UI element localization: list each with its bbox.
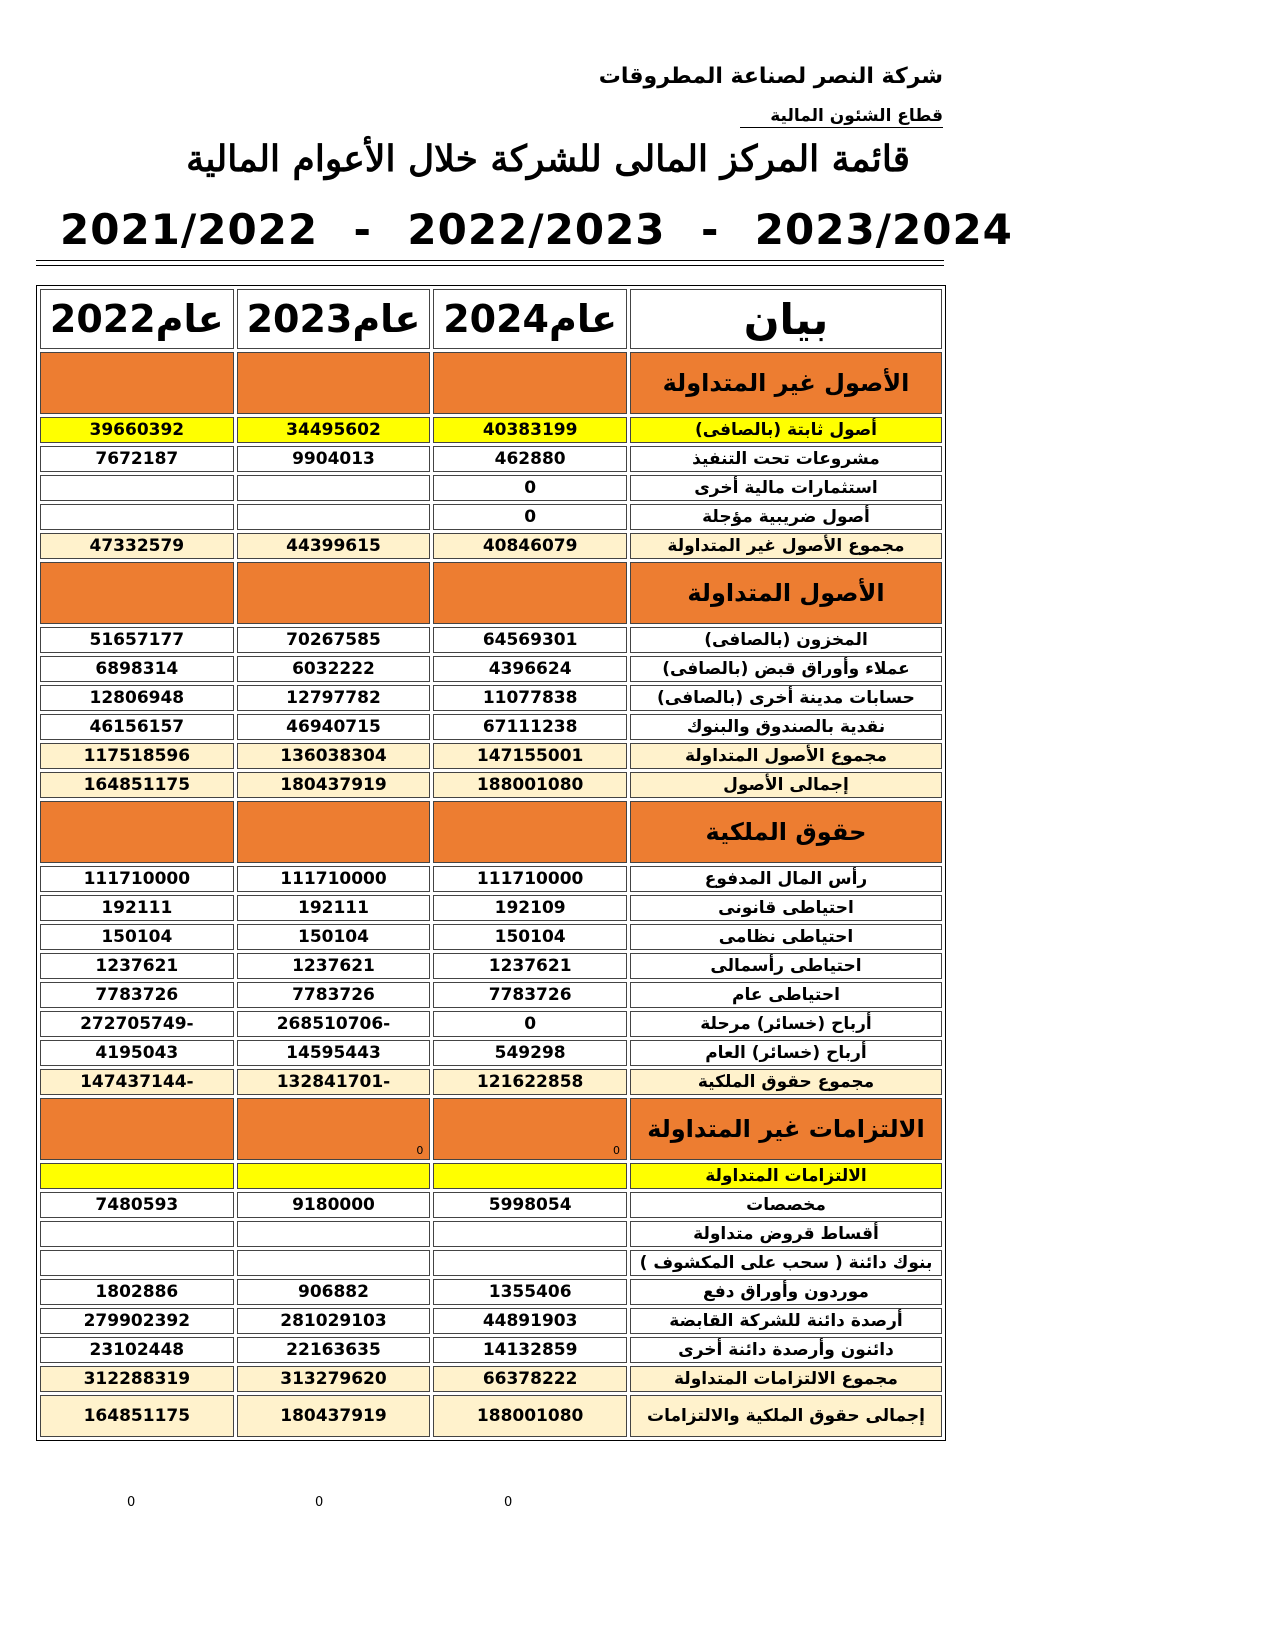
table-row [40, 1308, 942, 1334]
cell-2022: 12806948 [40, 685, 234, 711]
cell-item-label: حقوق الملكية [630, 801, 942, 863]
cell-2022: 46156157 [40, 714, 234, 740]
table-row [40, 982, 942, 1008]
cell-2023 [237, 562, 431, 624]
cell-2022: 111710000 [40, 866, 234, 892]
cell-2024: 5998054 [433, 1192, 627, 1218]
cell-item-label: رأس المال المدفوع [630, 866, 942, 892]
cell-2023: 150104 [237, 924, 431, 950]
company-name: شركة النصر لصناعة المطروقات [598, 64, 943, 89]
cell-item-label: مخصصات [630, 1192, 942, 1218]
cell-2022 [40, 1250, 234, 1276]
footer-zero-2024: 0 [504, 1495, 513, 1510]
cell-2022: 147437144- [40, 1069, 234, 1095]
cell-2024 [433, 801, 627, 863]
cell-item-label: دائنون وأرصدة دائنة أخرى [630, 1337, 942, 1363]
cell-2023 [237, 1163, 431, 1189]
table-row [40, 1395, 942, 1437]
cell-2024: 1237621 [433, 953, 627, 979]
cell-item-label: مجموع الأصول المتداولة [630, 743, 942, 769]
cell-2022: 1237621 [40, 953, 234, 979]
cell-2023: 180437919 [237, 1395, 431, 1437]
cell-2024: 462880 [433, 446, 627, 472]
table-row [40, 685, 942, 711]
cell-2024: 0 [433, 504, 627, 530]
cell-2022: 23102448 [40, 1337, 234, 1363]
cell-2024: 14132859 [433, 1337, 627, 1363]
cell-2022: 7783726 [40, 982, 234, 1008]
cell-2023: 44399615 [237, 533, 431, 559]
table-row [40, 533, 942, 559]
footer-zero-2023: 0 [315, 1495, 324, 1510]
cell-2022: 279902392 [40, 1308, 234, 1334]
cell-2023 [237, 475, 431, 501]
cell-item-label: احتياطى رأسمالى [630, 953, 942, 979]
cell-2022: 51657177 [40, 627, 234, 653]
cell-2023: 1237621 [237, 953, 431, 979]
cell-2024: 121622858 [433, 1069, 627, 1095]
cell-2024 [433, 352, 627, 414]
section-row [40, 352, 942, 414]
cell-2024: 549298 [433, 1040, 627, 1066]
cell-2022 [40, 1098, 234, 1160]
table-row [40, 714, 942, 740]
cell-2023: 313279620 [237, 1366, 431, 1392]
cell-item-label: إجمالى حقوق الملكية والالتزامات [630, 1395, 942, 1437]
cell-item-label: احتياطى نظامى [630, 924, 942, 950]
cell-item-label: مجموع الالتزامات المتداولة [630, 1366, 942, 1392]
table-row [40, 627, 942, 653]
year-separator: - [353, 205, 372, 254]
table-row [40, 1221, 942, 1247]
cell-2023 [237, 352, 431, 414]
fiscal-years-line [60, 205, 1013, 254]
cell-item-label: استثمارات مالية أخرى [630, 475, 942, 501]
cell-2023: 906882 [237, 1279, 431, 1305]
cell-2023: 46940715 [237, 714, 431, 740]
statement-title: قائمة المركز المالى للشركة خلال الأعوام المالية [186, 138, 910, 180]
cell-item-label: الالتزامات غير المتداولة [630, 1098, 942, 1160]
section-row [40, 562, 942, 624]
cell-item-label: أرباح (خسائر) العام [630, 1040, 942, 1066]
cell-2022 [40, 352, 234, 414]
cell-2024 [433, 562, 627, 624]
cell-2023 [237, 1098, 431, 1160]
cell-item-label: مشروعات تحت التنفيذ [630, 446, 942, 472]
section-row [40, 1098, 942, 1160]
cell-2022: 4195043 [40, 1040, 234, 1066]
cell-2023: 136038304 [237, 743, 431, 769]
cell-2024 [433, 1250, 627, 1276]
table-row [40, 446, 942, 472]
cell-2024: 188001080 [433, 1395, 627, 1437]
cell-2024: 147155001 [433, 743, 627, 769]
cell-2024: 0 [433, 1011, 627, 1037]
cell-item-label: حسابات مدينة أخرى (بالصافى) [630, 685, 942, 711]
cell-item-label: مجموع الأصول غير المتداولة [630, 533, 942, 559]
section-row [40, 801, 942, 863]
cell-item-label: إجمالى الأصول [630, 772, 942, 798]
table-row [40, 1337, 942, 1363]
cell-2023: 9180000 [237, 1192, 431, 1218]
cell-2022 [40, 562, 234, 624]
cell-2022 [40, 504, 234, 530]
table-row [40, 1192, 942, 1218]
cell-2024: 0 [433, 475, 627, 501]
cell-item-label: مجموع حقوق الملكية [630, 1069, 942, 1095]
cell-2024: 188001080 [433, 772, 627, 798]
cell-2024 [433, 1221, 627, 1247]
cell-item-label: الالتزامات المتداولة [630, 1163, 942, 1189]
cell-2023: 14595443 [237, 1040, 431, 1066]
cell-2022: 164851175 [40, 772, 234, 798]
table-row [40, 924, 942, 950]
cell-2022: 7480593 [40, 1192, 234, 1218]
cell-item-label: الأصول المتداولة [630, 562, 942, 624]
cell-item-label: موردون وأوراق دفع [630, 1279, 942, 1305]
cell-2023 [237, 1250, 431, 1276]
cell-item-label: احتياطى قانونى [630, 895, 942, 921]
table-row [40, 1366, 942, 1392]
cell-2024: 7783726 [433, 982, 627, 1008]
cell-2022: 47332579 [40, 533, 234, 559]
cell-note-zero: 0 [416, 1144, 424, 1157]
cell-2023: 180437919 [237, 772, 431, 798]
table-row [40, 1163, 942, 1189]
cell-2024: 40383199 [433, 417, 627, 443]
cell-2024: 150104 [433, 924, 627, 950]
cell-2022 [40, 1163, 234, 1189]
col-header-2022: عام2022 [40, 289, 234, 349]
year-separator: - [700, 205, 720, 254]
table-row [40, 656, 942, 682]
cell-2024: 4396624 [433, 656, 627, 682]
cell-2023: 22163635 [237, 1337, 431, 1363]
cell-2022 [40, 1221, 234, 1247]
cell-2024: 40846079 [433, 533, 627, 559]
title-rule [36, 265, 944, 266]
cell-2023 [237, 1221, 431, 1247]
cell-2022: 272705749- [40, 1011, 234, 1037]
cell-2022: 117518596 [40, 743, 234, 769]
cell-2022: 312288319 [40, 1366, 234, 1392]
department-name: قطاع الشئون المالية [740, 106, 943, 128]
cell-2023: 6032222 [237, 656, 431, 682]
cell-item-label: احتياطى عام [630, 982, 942, 1008]
col-header-item: بيان [630, 289, 942, 349]
cell-2023: 34495602 [237, 417, 431, 443]
cell-2023: 268510706- [237, 1011, 431, 1037]
cell-item-label: أقساط قروض متداولة [630, 1221, 942, 1247]
table-row [40, 1011, 942, 1037]
cell-2022: 164851175 [40, 1395, 234, 1437]
cell-2022 [40, 801, 234, 863]
cell-2023: 12797782 [237, 685, 431, 711]
cell-2024: 11077838 [433, 685, 627, 711]
cell-2024 [433, 1098, 627, 1160]
cell-item-label: بنوك دائنة ( سحب على المكشوف ) [630, 1250, 942, 1276]
cell-2022: 192111 [40, 895, 234, 921]
cell-2022: 6898314 [40, 656, 234, 682]
col-header-2023: عام2023 [237, 289, 431, 349]
table-row [40, 1279, 942, 1305]
year-2023-2024: 2023/2024 [754, 205, 1013, 254]
year-2022-2023: 2022/2023 [407, 205, 666, 254]
table-row [40, 1069, 942, 1095]
cell-2024: 44891903 [433, 1308, 627, 1334]
table-row [40, 895, 942, 921]
cell-2023: 7783726 [237, 982, 431, 1008]
table-row [40, 953, 942, 979]
cell-2023: 281029103 [237, 1308, 431, 1334]
title-rule [36, 260, 944, 261]
cell-2024: 66378222 [433, 1366, 627, 1392]
cell-item-label: نقدية بالصندوق والبنوك [630, 714, 942, 740]
cell-2022: 39660392 [40, 417, 234, 443]
table-row [40, 1040, 942, 1066]
header-row [40, 289, 942, 349]
balance-sheet-table [36, 285, 946, 1441]
cell-2022: 1802886 [40, 1279, 234, 1305]
cell-2023: 192111 [237, 895, 431, 921]
cell-2023 [237, 801, 431, 863]
table-row [40, 417, 942, 443]
cell-2024: 64569301 [433, 627, 627, 653]
cell-item-label: أصول ضريبية مؤجلة [630, 504, 942, 530]
table-row [40, 504, 942, 530]
cell-2024: 1355406 [433, 1279, 627, 1305]
cell-note-zero: 0 [612, 1144, 620, 1157]
cell-2024: 111710000 [433, 866, 627, 892]
table-row [40, 743, 942, 769]
cell-2023: 111710000 [237, 866, 431, 892]
cell-item-label: أرباح (خسائر) مرحلة [630, 1011, 942, 1037]
cell-item-label: أصول ثابتة (بالصافى) [630, 417, 942, 443]
col-header-2024: عام2024 [433, 289, 627, 349]
cell-2023: 132841701- [237, 1069, 431, 1095]
cell-item-label: المخزون (بالصافى) [630, 627, 942, 653]
cell-2024 [433, 1163, 627, 1189]
cell-2023 [237, 504, 431, 530]
cell-item-label: الأصول غير المتداولة [630, 352, 942, 414]
cell-2022: 150104 [40, 924, 234, 950]
table-row [40, 772, 942, 798]
cell-2023: 9904013 [237, 446, 431, 472]
cell-2024: 192109 [433, 895, 627, 921]
table-row [40, 1250, 942, 1276]
cell-2024: 67111238 [433, 714, 627, 740]
footer-zero-2022: 0 [127, 1495, 136, 1510]
cell-item-label: عملاء وأوراق قبض (بالصافى) [630, 656, 942, 682]
table-row [40, 866, 942, 892]
cell-2023: 70267585 [237, 627, 431, 653]
cell-2022 [40, 475, 234, 501]
year-2021-2022: 2021/2022 [60, 205, 319, 254]
cell-item-label: أرصدة دائنة للشركة القابضة [630, 1308, 942, 1334]
table-row [40, 475, 942, 501]
cell-2022: 7672187 [40, 446, 234, 472]
